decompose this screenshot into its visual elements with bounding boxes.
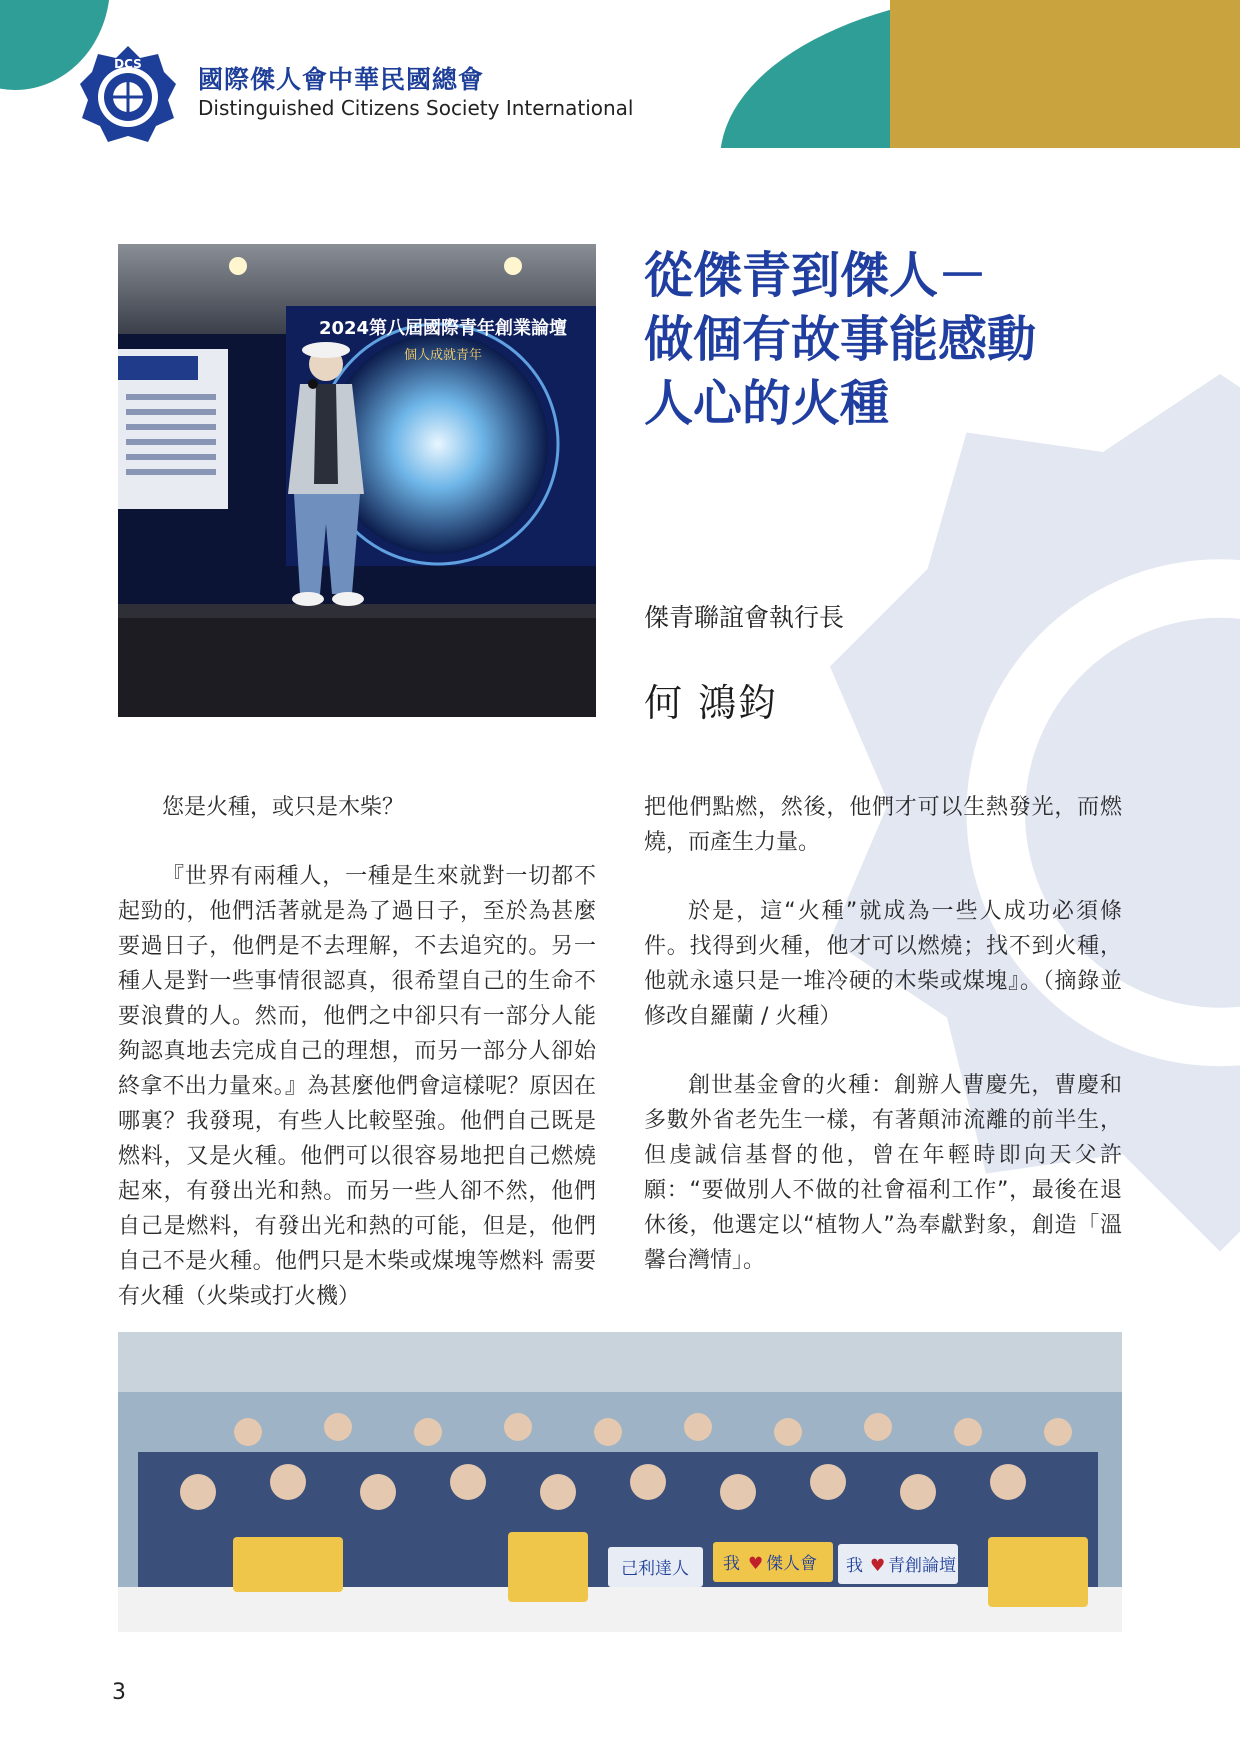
group-photo xyxy=(118,1332,1122,1632)
speaker-photo xyxy=(118,244,596,717)
logo-text: DCS xyxy=(114,57,142,71)
article-title xyxy=(644,244,1164,436)
lead-question: 您是火種，或只是木柴？ xyxy=(162,795,405,820)
dcs-logo xyxy=(78,44,178,144)
left-column xyxy=(118,790,596,1314)
title-line-1: 從傑青到傑人－ xyxy=(644,247,988,304)
author-title: 傑青聯誼會執行長 xyxy=(644,603,845,632)
right-paragraph-1: 把他們點燃，然後，他們才可以生熱發光，而燃燒，而產生力量。 xyxy=(644,795,1122,855)
org-name-chinese: 國際傑人會中華民國總會 xyxy=(198,65,485,94)
screen-subheading: 個人成就青年 xyxy=(403,348,483,363)
right-paragraph-2: 於是，這“火種”就成為一些人成功必須條件。找得到火種，他才可以燃燒；找不到火種，他就永遠只是一堆冷硬的木柴或煤塊』。（摘錄並修改自羅蘭 / 火種） xyxy=(644,899,1122,1029)
sign-text-2: 我 xyxy=(723,1554,740,1574)
page-header xyxy=(0,0,1240,148)
sign-text-4: 我 xyxy=(846,1556,863,1576)
org-name-english: Distinguished Citizens Society International xyxy=(198,96,634,120)
title-line-2: 做個有故事能感動 xyxy=(644,311,1037,368)
svg-text:♥: ♥ xyxy=(870,1556,886,1576)
title-line-3: 人心的火種 xyxy=(644,375,890,432)
sign-text-3: 傑人會 xyxy=(766,1554,817,1574)
right-column xyxy=(644,790,1122,1278)
svg-text:♥: ♥ xyxy=(748,1554,764,1574)
left-paragraph: 『世界有兩種人，一種是生來就對一切都不起勁的，他們活著就是為了過日子，至於為甚麼要過日子，他們是不去理解，不去追究的。另一種人是對一些事情很認真，很希望自己的生命不要浪費的人。然而，他們之中卻只有一部分人能夠認真地去完成自己的理想，而另一部分人卻始終拿不出力量來。』為甚麼他們會這樣呢？原因在哪裏？我發現，有些人比較堅強。他們自己既是燃料，又是火種。他們可以很容易地把自己燃燒起來，有發出光和熱。而另一些人卻不然，他們自己是燃料，有發出光和熱的可能，但是，他們自己不是火種。他們只是木柴或煤塊等燃料 需要有火種（火柴或打火機） xyxy=(118,864,596,1309)
gold-block-decoration xyxy=(890,0,1240,148)
sign-text-5: 青創論壇 xyxy=(888,1556,956,1576)
right-paragraph-3: 創世基金會的火種：創辦人曹慶先，曹慶和多數外省老先生一樣，有著顛沛流離的前半生，但虔誠信基督的他，曾在年輕時即向天父許願：“要做別人不做的社會福利工作”，最後在退休後，他選定以“植物人”為奉獻對象，創造「溫馨台灣情」。 xyxy=(644,1073,1122,1273)
sign-text-1: 己利達人 xyxy=(621,1559,689,1579)
page-number: 3 xyxy=(112,1680,126,1705)
screen-heading: 2024第八屆國際青年創業論壇 xyxy=(318,318,568,339)
author-name: 何 鴻鈞 xyxy=(644,681,779,725)
